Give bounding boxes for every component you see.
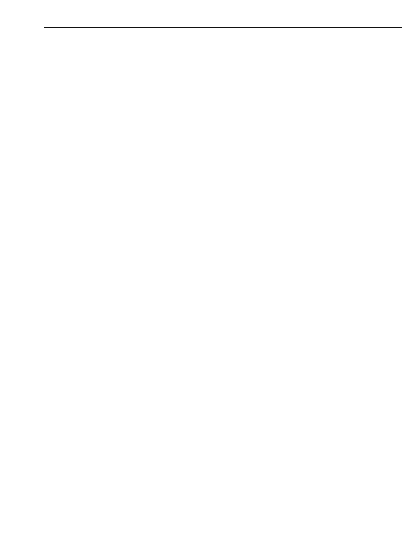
header-rule [44,27,402,28]
